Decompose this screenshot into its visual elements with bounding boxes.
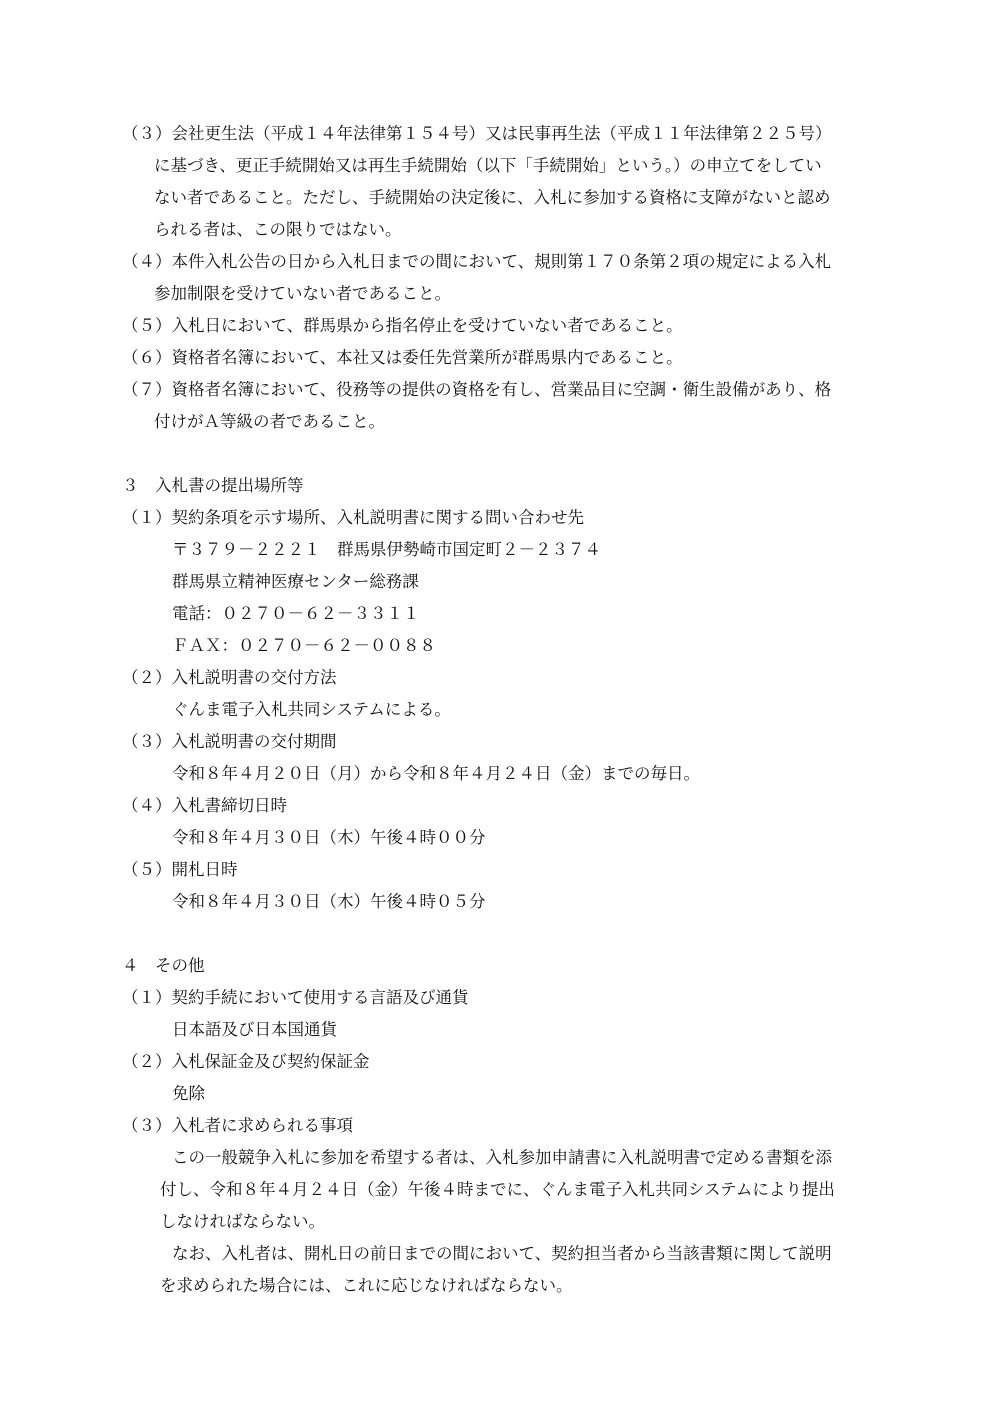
item-3-cont-1: に基づき、更正手続開始又は再生手続開始（以下「手続開始」という。）の申立てをしてい	[154, 156, 822, 175]
item-7-cont-1: 付けがＡ等級の者であること。	[154, 412, 385, 431]
contact-address: 〒３７９－２２２１ 群馬県伊勢崎市国定町２－２３７４	[172, 540, 601, 559]
contact-tel: 電話：０２７０－６２－３３１１	[172, 604, 420, 623]
section-3-item-2-text: ぐんま電子入札共同システムによる。	[172, 700, 451, 719]
section-3-heading: ３ 入札書の提出場所等	[122, 476, 304, 495]
section-4-item-1: （１）契約手続において使用する言語及び通貨	[122, 988, 469, 1007]
item-6-line1: （６）資格者名簿において、本社又は委任先営業所が群馬県内であること。	[122, 348, 683, 367]
contact-office: 群馬県立精神医療センター総務課	[172, 572, 419, 591]
contact-fax: ＦＡＸ：０２７０－６２－００８８	[172, 636, 436, 655]
section-4-item-2-text: 免除	[172, 1084, 205, 1103]
section-4-para1-line2: 付し、令和８年４月２４日（金）午後４時までに、ぐんま電子入札共同システムにより提出	[160, 1180, 835, 1199]
item-4-cont-1: 参加制限を受けていない者であること。	[154, 284, 451, 303]
item-5-line1: （５）入札日において、群馬県から指名停止を受けていない者であること。	[122, 316, 683, 335]
section-3-item-4-text: 令和８年４月３０日（木）午後４時００分	[172, 828, 486, 847]
section-3-item-1: （１）契約条項を示す場所、入札説明書に関する問い合わせ先	[122, 508, 584, 527]
section-4-para1-line1: この一般競争入札に参加を希望する者は、入札参加申請書に入札説明書で定める書類を添	[172, 1148, 832, 1167]
section-4-para1-line3: しなければならない。	[160, 1212, 325, 1231]
section-3-item-4: （４）入札書締切日時	[122, 796, 287, 815]
section-3-item-5: （５）開札日時	[122, 860, 238, 879]
section-4-para2-line2: を求められた場合には、これに応じなければならない。	[160, 1276, 573, 1295]
section-3-item-3-text: 令和８年４月２０日（月）から令和８年４月２４日（金）までの毎日。	[172, 764, 700, 783]
section-4-item-3: （３）入札者に求められる事項	[122, 1116, 353, 1135]
item-3-cont-3: られる者は、この限りではない。	[154, 220, 402, 239]
section-4-item-2: （２）入札保証金及び契約保証金	[122, 1052, 370, 1071]
section-3-item-5-text: 令和８年４月３０日（木）午後４時０５分	[172, 892, 486, 911]
item-4-line1: （４）本件入札公告の日から入札日までの間において、規則第１７０条第２項の規定による入札	[122, 252, 832, 271]
item-3-cont-2: ない者であること。ただし、手続開始の決定後に、入札に参加する資格に支障がないと認め	[154, 188, 831, 207]
section-3-item-2: （２）入札説明書の交付方法	[122, 668, 337, 687]
item-3-line1: （３）会社更生法（平成１４年法律第１５４号）又は民事再生法（平成１１年法律第２２５号）	[122, 124, 832, 143]
item-7-line1: （７）資格者名簿において、役務等の提供の資格を有し、営業品目に空調・衛生設備があり、格	[122, 380, 832, 399]
section-3-item-3: （３）入札説明書の交付期間	[122, 732, 337, 751]
section-4-para2-line1: なお、入札者は、開札日の前日までの間において、契約担当者から当該書類に関して説明	[172, 1244, 832, 1263]
section-4-item-1-text: 日本語及び日本国通貨	[172, 1020, 337, 1039]
section-4-heading: ４ その他	[122, 956, 205, 975]
